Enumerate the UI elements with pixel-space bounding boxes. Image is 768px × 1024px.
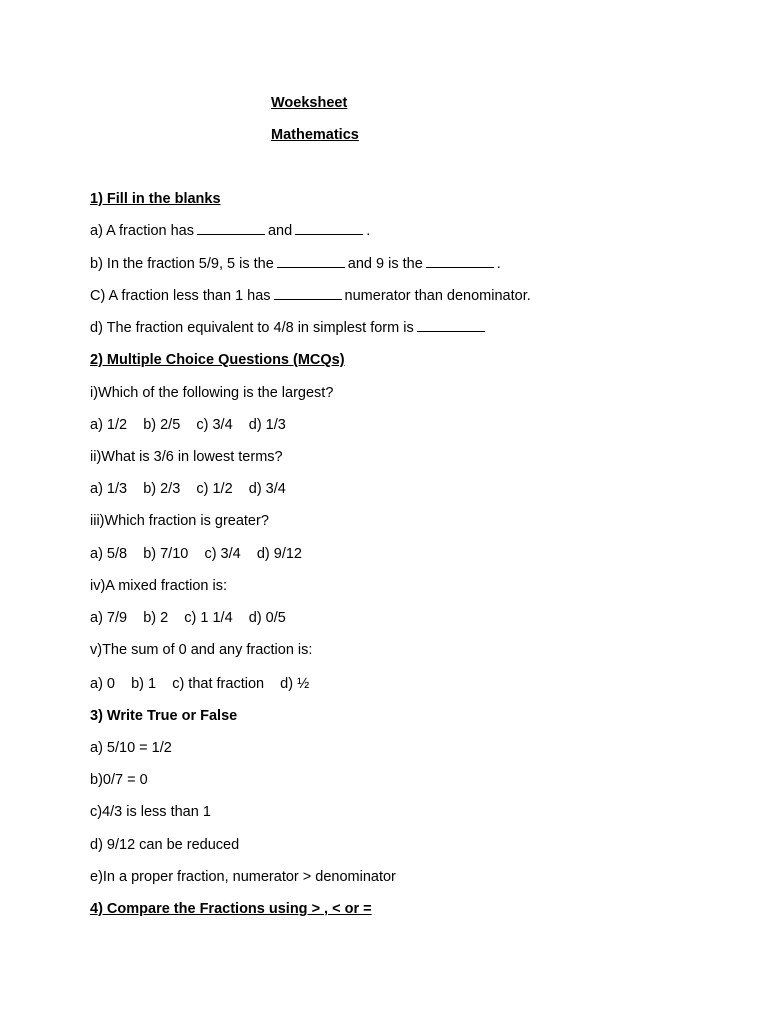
mcq-question-2: ii)What is 3/6 in lowest terms? (90, 449, 283, 465)
fill-blank-b-text: b) In the fraction 5/9, 5 is the (90, 256, 274, 272)
mcq-question-4: iv)A mixed fraction is: (90, 578, 227, 594)
mcq-question-5: v)The sum of 0 and any fraction is: (90, 642, 313, 658)
fill-blank-c-text-2: numerator than denominator. (344, 288, 531, 304)
mcq-question-3: iii)Which fraction is greater? (90, 513, 269, 529)
mcq-question-1: i)Which of the following is the largest? (90, 385, 334, 401)
blank-line (274, 287, 342, 300)
fill-blank-c-text: C) A fraction less than 1 has (90, 288, 271, 304)
true-false-b: b)0/7 = 0 (90, 772, 148, 788)
true-false-d: d) 9/12 can be reduced (90, 837, 240, 853)
fill-blank-b-text-3: . (496, 256, 501, 272)
worksheet-title: Woeksheet (271, 95, 348, 111)
section2-heading: 2) Multiple Choice Questions (MCQs) (90, 352, 345, 368)
fill-blank-b (90, 255, 501, 273)
blank-line (277, 255, 345, 268)
true-false-e: e)In a proper fraction, numerator > denominator (90, 869, 396, 885)
fill-blank-a-text-3: . (366, 223, 371, 239)
mcq-options-3: a) 5/8 b) 7/10 c) 3/4 d) 9/12 (90, 546, 302, 562)
section3-heading: 3) Write True or False (90, 708, 238, 724)
fill-blank-d (90, 319, 488, 337)
true-false-c: c)4/3 is less than 1 (90, 804, 211, 820)
fill-blank-a (90, 222, 370, 240)
blank-line (197, 222, 265, 235)
mcq-options-4: a) 7/9 b) 2 c) 1 1/4 d) 0/5 (90, 610, 286, 626)
fill-blank-c (90, 287, 531, 305)
fill-blank-d-text: d) The fraction equivalent to 4/8 in simplest form is (90, 320, 414, 336)
mcq-options-2: a) 1/3 b) 2/3 c) 1/2 d) 3/4 (90, 481, 286, 497)
section4-heading: 4) Compare the Fractions using > , < or = (90, 901, 372, 917)
mcq-options-5: a) 0 b) 1 c) that fraction d) ½ (90, 676, 310, 692)
true-false-a: a) 5/10 = 1/2 (90, 740, 172, 756)
fill-blank-a-text: a) A fraction has (90, 223, 194, 239)
blank-line (295, 222, 363, 235)
blank-line (417, 319, 485, 332)
section1-heading: 1) Fill in the blanks (90, 191, 221, 207)
blank-line (426, 255, 494, 268)
fill-blank-b-text-2: and 9 is the (347, 256, 423, 272)
mcq-options-1: a) 1/2 b) 2/5 c) 3/4 d) 1/3 (90, 417, 286, 433)
subject-title: Mathematics (271, 127, 359, 143)
fill-blank-a-text-2: and (267, 223, 293, 239)
